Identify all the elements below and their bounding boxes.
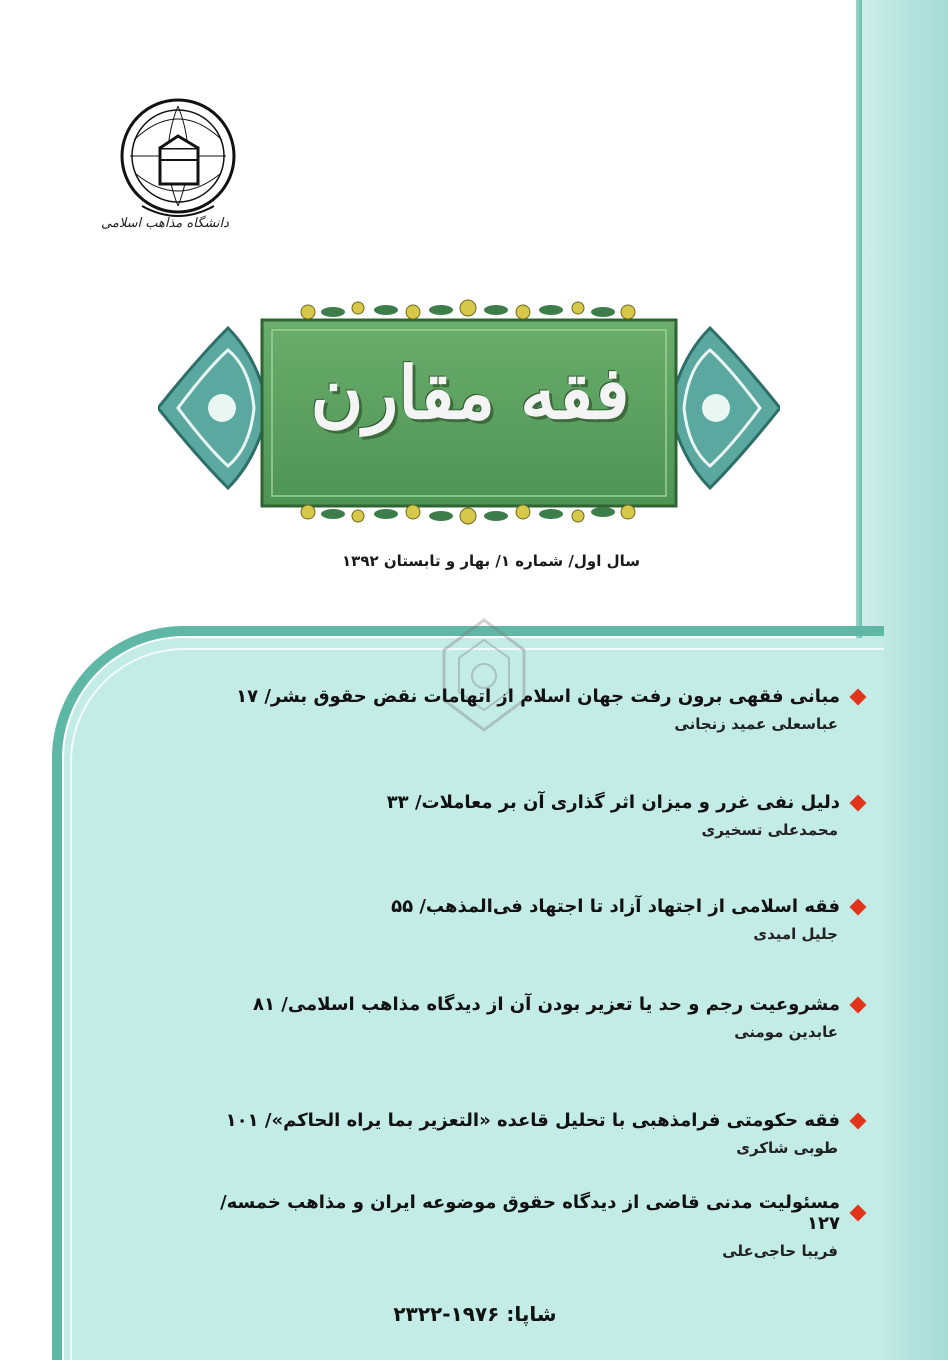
bullet-diamond-icon bbox=[850, 688, 867, 705]
article-author: جلیل امیدی bbox=[753, 925, 838, 943]
article-author: محمدعلی تسخیری bbox=[701, 821, 838, 839]
bullet-diamond-icon bbox=[850, 996, 867, 1013]
bullet-diamond-icon bbox=[850, 898, 867, 915]
article-title: مسئولیت مدنی قاضی از دیدگاه حقوق موضوعه ایران و مذاهب خمسه/ ۱۲۷ bbox=[220, 1192, 840, 1234]
article-title: فقه اسلامی از اجتهاد آزاد تا اجتهاد فی‌المذهب/ ۵۵ bbox=[391, 896, 840, 917]
article-title: فقه حکومتی فرامذهبی با تحلیل قاعده «التعزیر بما یراه الحاکم»/ ۱۰۱ bbox=[225, 1110, 840, 1131]
toc-item bbox=[200, 994, 864, 1041]
bullet-diamond-icon bbox=[850, 794, 867, 811]
toc-item bbox=[200, 896, 864, 943]
issn: شاپا: ۱۹۷۶-۲۳۲۲ bbox=[393, 1302, 557, 1326]
toc-item bbox=[200, 686, 864, 733]
article-title: مشروعیت رجم و حد یا تعزیر بودن آن از دیدگاه مذاهب اسلامی/ ۸۱ bbox=[253, 994, 840, 1015]
journal-title: فقه مقارن bbox=[310, 350, 630, 435]
toc-item bbox=[200, 792, 864, 839]
article-author: فریبا حاجی‌علی bbox=[722, 1242, 838, 1260]
toc-item bbox=[200, 1192, 864, 1260]
article-title: دلیل نفی غرر و میزان اثر گذاری آن بر معاملات/ ۳۳ bbox=[386, 792, 840, 813]
article-title: مبانی فقهی برون رفت جهان اسلام از اتهامات نقض حقوق بشر/ ۱۷ bbox=[236, 686, 840, 707]
article-author: عابدین مومنی bbox=[734, 1023, 838, 1041]
article-author: عباسعلی عمید زنجانی bbox=[674, 715, 838, 733]
publisher-name: دانشگاه مذاهب اسلامی bbox=[101, 216, 229, 231]
toc-item bbox=[200, 1110, 864, 1157]
issue-line: سال اول/ شماره ۱/ بهار و تابستان ۱۳۹۲ bbox=[342, 552, 640, 570]
bullet-diamond-icon bbox=[850, 1112, 867, 1129]
bullet-diamond-icon bbox=[850, 1205, 867, 1222]
article-author: طوبی شاکری bbox=[736, 1139, 838, 1157]
